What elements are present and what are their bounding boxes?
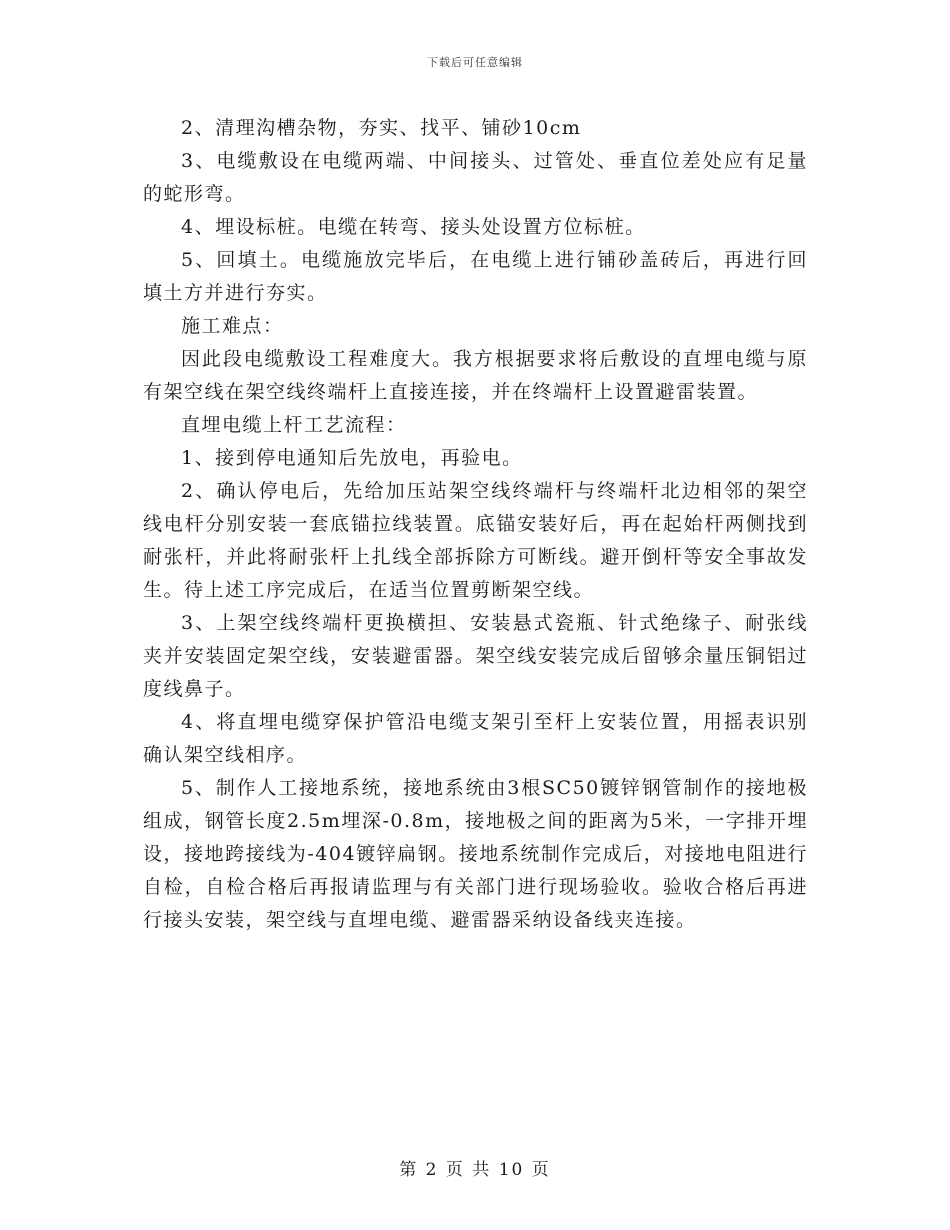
section-heading: 直埋电缆上杆工艺流程：: [181, 414, 407, 436]
paragraph: 3、上架空线终端杆更换横担、安装悬式瓷瓶、针式绝缘子、耐张线夹并安装固定架空线，安装避雷器。架空线安装完成后留够余量压铜铝过度线鼻子。: [143, 612, 808, 700]
paragraph: 4、埋设标桩。电缆在转弯、接头处设置方位标桩。: [181, 216, 646, 238]
paragraph: 5、回填土。电缆施放完毕后，在电缆上进行铺砂盖砖后，再进行回填土方并进行夯实。: [143, 249, 808, 304]
paragraph: 1、接到停电通知后先放电，再验电。: [181, 447, 523, 469]
paragraph: 2、确认停电后，先给加压站架空线终端杆与终端杆北边相邻的架空线电杆分别安装一套底锚拉线装置。底锚安装好后，再在起始杆两侧找到耐张杆，并此将耐张杆上扎线全部拆除方可断线。避开倒杆等安全事故发生。待上述工序完成后，在适当位置剪断架空线。: [143, 480, 808, 601]
paragraph: 因此段电缆敷设工程难度大。我方根据要求将后敷设的直埋电缆与原有架空线在架空线终端杆上直接连接，并在终端杆上设置避雷装置。: [143, 348, 808, 403]
section-heading: 施工难点：: [181, 315, 284, 337]
document-body: [143, 112, 808, 937]
paragraph: 5、制作人工接地系统，接地系统由3根SC50镀锌钢管制作的接地极组成，钢管长度2.5m埋深-0.8m，接地极之间的距离为5米，一字排开埋设，接地跨接线为-404镀锌扁钢。接地系统制作完成后，对接地电阻进行自检，自检合格后再报请监理与有关部门进行现场验收。验收合格后再进行接头安装，架空线与直埋电缆、避雷器采纳设备线夹连接。: [143, 777, 808, 931]
paragraph: 3、电缆敷设在电缆两端、中间接头、过管处、垂直位差处应有足量的蛇形弯。: [143, 150, 808, 205]
paragraph: 4、将直埋电缆穿保护管沿电缆支架引至杆上安装位置，用摇表识别确认架空线相序。: [143, 711, 808, 766]
page-header: 下载后可任意编辑: [427, 56, 523, 69]
paragraph: 2、清理沟槽杂物，夯实、找平、铺砂10cm: [181, 117, 582, 139]
page-number: 第 2 页 共 10 页: [399, 1160, 551, 1180]
